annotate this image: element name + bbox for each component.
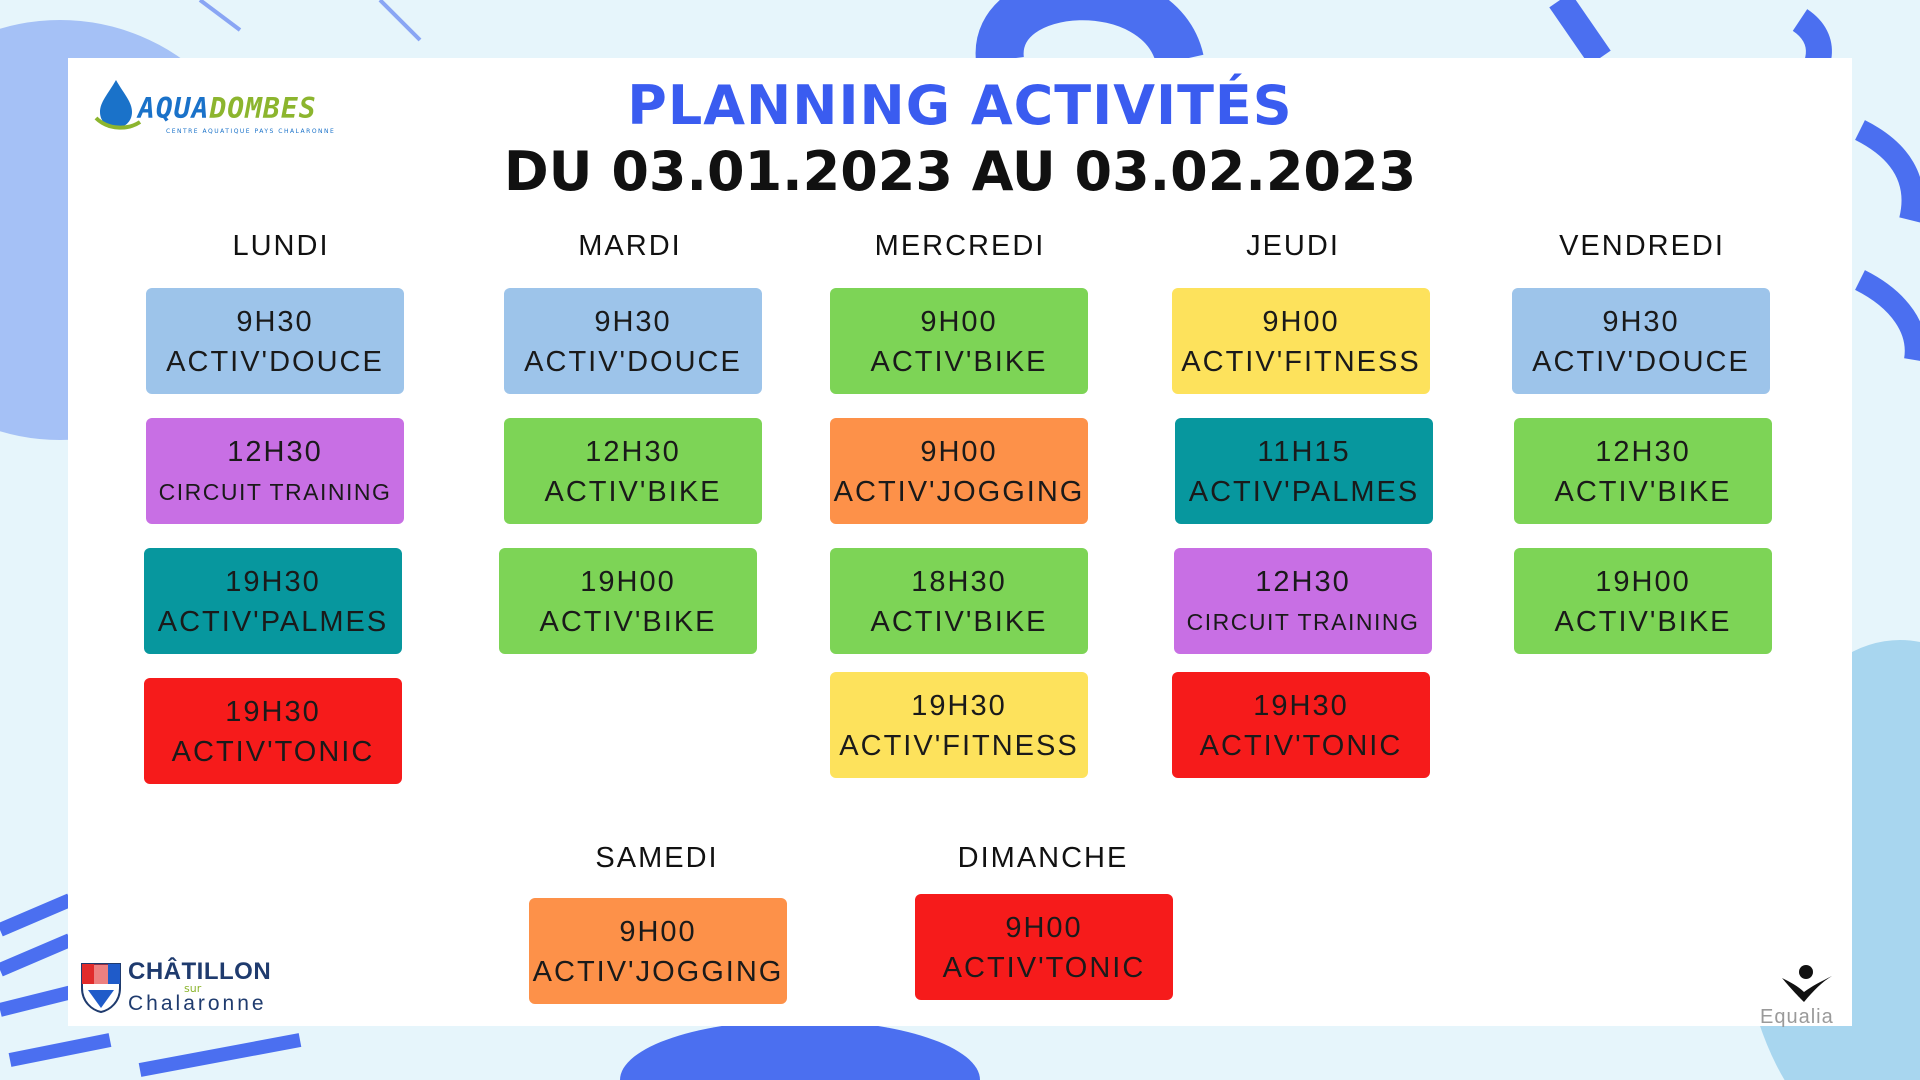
day-label-jeudi: JEUDI (1246, 230, 1340, 262)
slot-mercredi-1: 9H00 ACTIV'BIKE (830, 288, 1088, 394)
chatillon-line2: sur (184, 982, 202, 995)
chatillon-logo (80, 958, 300, 1018)
day-label-mercredi: MERCREDI (874, 230, 1046, 262)
aquadombes-tagline: CENTRE AQUATIQUE PAYS CHALARONNE (166, 128, 336, 135)
page-title: PLANNING ACTIVITÉS (627, 74, 1293, 137)
slot-jeudi-1: 9H00 ACTIV'FITNESS (1172, 288, 1430, 394)
slot-dimanche-1: 9H00 ACTIV'TONIC (915, 894, 1173, 1000)
chatillon-line3: Chalaronne (128, 992, 267, 1015)
slot-mardi-1: 9H30 ACTIV'DOUCE (504, 288, 762, 394)
equalia-name: Equalia (1760, 1006, 1834, 1028)
slot-mercredi-2: 9H00 ACTIV'JOGGING (830, 418, 1088, 524)
slot-mercredi-4: 19H30 ACTIV'FITNESS (830, 672, 1088, 778)
slot-jeudi-3: 12H30 CIRCUIT TRAINING (1174, 548, 1432, 654)
day-label-lundi: LUNDI (232, 230, 330, 262)
slot-vendredi-2: 12H30 ACTIV'BIKE (1514, 418, 1772, 524)
equalia-logo (1756, 962, 1856, 1032)
planning-card (68, 58, 1852, 1026)
date-range: DU 03.01.2023 AU 03.02.2023 (503, 140, 1417, 203)
slot-vendredi-3: 19H00 ACTIV'BIKE (1514, 548, 1772, 654)
slot-mardi-2: 12H30 ACTIV'BIKE (504, 418, 762, 524)
slot-mardi-3: 19H00 ACTIV'BIKE (499, 548, 757, 654)
day-label-dimanche: DIMANCHE (957, 842, 1129, 874)
slot-lundi-3: 19H30 ACTIV'PALMES (144, 548, 402, 654)
slot-lundi-1: 9H30 ACTIV'DOUCE (146, 288, 404, 394)
slot-vendredi-1: 9H30 ACTIV'DOUCE (1512, 288, 1770, 394)
slot-lundi-4: 19H30 ACTIV'TONIC (144, 678, 402, 784)
aquadombes-name: AQUADOMBES (138, 92, 317, 125)
slot-lundi-2: 12H30 CIRCUIT TRAINING (146, 418, 404, 524)
day-label-samedi: SAMEDI (595, 842, 719, 874)
slot-jeudi-4: 19H30 ACTIV'TONIC (1172, 672, 1430, 778)
slot-jeudi-2: 11H15 ACTIV'PALMES (1175, 418, 1433, 524)
slot-mercredi-3: 18H30 ACTIV'BIKE (830, 548, 1088, 654)
slot-samedi-1: 9H00 ACTIV'JOGGING (529, 898, 787, 1004)
chatillon-line1: CHÂTILLON (128, 958, 272, 985)
day-label-vendredi: VENDREDI (1559, 230, 1725, 262)
coat-of-arms-icon (80, 960, 122, 1014)
equalia-figure-icon (1776, 962, 1836, 1006)
day-label-mardi: MARDI (578, 230, 682, 262)
